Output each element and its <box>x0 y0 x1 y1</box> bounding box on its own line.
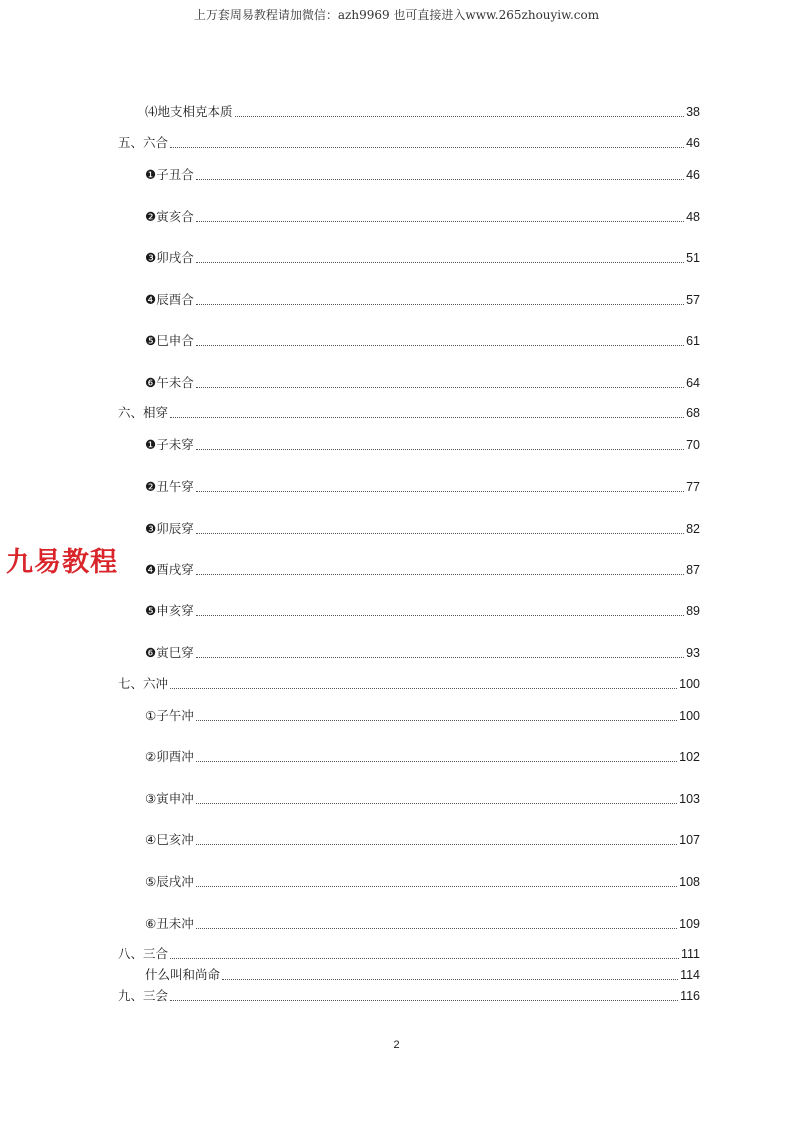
toc-entry-title: ❺巳申合 <box>145 333 194 348</box>
toc-entry-page: 64 <box>686 376 700 390</box>
toc-entry[interactable] <box>145 291 700 309</box>
toc-entry-page: 108 <box>679 875 700 889</box>
toc-entry-title: ❹酉戌穿 <box>145 562 194 577</box>
toc-entry-page: 46 <box>686 136 700 150</box>
toc-entry[interactable] <box>145 831 700 849</box>
toc-entry[interactable] <box>145 520 700 538</box>
toc-entry-page: 38 <box>686 105 700 119</box>
dot-leader <box>235 116 685 117</box>
dot-leader <box>196 345 684 346</box>
toc-entry-title: 七、六冲 <box>118 676 169 691</box>
toc-entry-page: 82 <box>686 522 700 536</box>
page-header: 上万套周易教程请加微信：azh9969 也可直接进入www.265zhouyiw.com <box>193 8 600 22</box>
toc-entry-title: ❻寅巳穿 <box>145 645 194 660</box>
toc-entry-page: 89 <box>686 604 700 618</box>
toc-entry-title: ⑤辰戌冲 <box>145 874 194 889</box>
toc-entry-title: ④巳亥冲 <box>145 832 194 847</box>
toc-entry-page: 100 <box>679 709 700 723</box>
toc-entry-title: ⑥丑未冲 <box>145 916 194 931</box>
toc-entry-page: 116 <box>680 989 700 1003</box>
toc-entry-title: ⑷地支相克本质 <box>145 104 233 119</box>
toc-entry[interactable] <box>145 748 700 766</box>
toc-entry-title: ❶子未穿 <box>145 437 194 452</box>
toc-entry[interactable] <box>145 374 700 392</box>
toc-entry-title: ❺申亥穿 <box>145 603 194 618</box>
toc-entry-page: 68 <box>686 406 700 420</box>
dot-leader <box>196 221 684 222</box>
toc-entry-title: ❸卯辰穿 <box>145 521 194 536</box>
toc-entry[interactable] <box>145 208 700 226</box>
dot-leader <box>196 179 684 180</box>
toc-entry-title: 什么叫和尚命 <box>145 967 221 982</box>
toc-entry-page: 111 <box>680 947 700 961</box>
toc-entry-title: 五、六合 <box>118 135 169 150</box>
toc-entry[interactable] <box>145 873 700 891</box>
toc-entry[interactable] <box>145 166 700 184</box>
toc-entry-page: 61 <box>686 334 700 348</box>
dot-leader <box>196 449 684 450</box>
toc-entry[interactable] <box>145 103 700 121</box>
toc-entry[interactable] <box>118 675 700 693</box>
dot-leader <box>196 615 684 616</box>
toc-entry-page: 46 <box>686 168 700 182</box>
page-number: 2 <box>393 1039 400 1051</box>
toc-entry-title: ③寅申冲 <box>145 791 194 806</box>
toc-entry[interactable] <box>145 249 700 267</box>
dot-leader <box>196 491 684 492</box>
dot-leader <box>196 928 677 929</box>
toc-entry[interactable] <box>145 436 700 454</box>
toc-entry-title: 六、相穿 <box>118 405 169 420</box>
toc-entry-page: 100 <box>679 677 700 691</box>
dot-leader <box>196 803 677 804</box>
toc-entry[interactable] <box>145 707 700 725</box>
toc-entry-page: 114 <box>680 968 700 982</box>
dot-leader <box>170 958 679 959</box>
dot-leader <box>196 886 677 887</box>
toc-entry[interactable] <box>145 561 700 579</box>
dot-leader <box>222 979 678 980</box>
toc-entry-title: 九、三会 <box>118 988 169 1003</box>
toc-entry-page: 107 <box>679 833 700 847</box>
toc-entry-title: ②卯酉冲 <box>145 749 194 764</box>
toc-entry-title: ❹辰酉合 <box>145 292 194 307</box>
toc-entry-title: 八、三合 <box>118 946 169 961</box>
toc-entry-title: ❷寅亥合 <box>145 209 194 224</box>
toc-entry[interactable] <box>145 644 700 662</box>
dot-leader <box>170 688 677 689</box>
dot-leader <box>170 147 684 148</box>
toc-entry[interactable] <box>145 478 700 496</box>
dot-leader <box>196 844 677 845</box>
toc-entry-title: ❶子丑合 <box>145 167 194 182</box>
toc-entry-page: 77 <box>686 480 700 494</box>
toc-entry-page: 102 <box>679 750 700 764</box>
toc-entry-title: ①子午冲 <box>145 708 194 723</box>
dot-leader <box>196 533 684 534</box>
toc-entry[interactable] <box>145 966 700 984</box>
toc-entry-page: 103 <box>679 792 700 806</box>
toc-entry-page: 87 <box>686 563 700 577</box>
dot-leader <box>170 1000 678 1001</box>
toc-entry-page: 109 <box>679 917 700 931</box>
toc-entry-title: ❸卯戌合 <box>145 250 194 265</box>
toc-entry[interactable] <box>145 602 700 620</box>
toc-entry[interactable] <box>145 332 700 350</box>
toc-entry[interactable] <box>145 790 700 808</box>
dot-leader <box>196 387 684 388</box>
dot-leader <box>196 657 684 658</box>
toc-entry-title: ❷丑午穿 <box>145 479 194 494</box>
toc-entry-page: 48 <box>686 210 700 224</box>
dot-leader <box>196 304 684 305</box>
watermark-logo: 九易教程 <box>6 547 118 578</box>
toc-entry[interactable] <box>118 134 700 152</box>
dot-leader <box>196 720 677 721</box>
dot-leader <box>196 761 677 762</box>
toc-entry[interactable] <box>118 987 700 1005</box>
toc-entry-page: 51 <box>686 251 700 265</box>
toc-entry[interactable] <box>145 915 700 933</box>
toc-entry[interactable] <box>118 945 700 963</box>
dot-leader <box>170 417 684 418</box>
toc-entry-page: 70 <box>686 438 700 452</box>
toc-entry[interactable] <box>118 404 700 422</box>
toc-entry-title: ❻午未合 <box>145 375 194 390</box>
toc-entry-page: 93 <box>686 646 700 660</box>
dot-leader <box>196 262 684 263</box>
toc-entry-page: 57 <box>686 293 700 307</box>
dot-leader <box>196 574 684 575</box>
